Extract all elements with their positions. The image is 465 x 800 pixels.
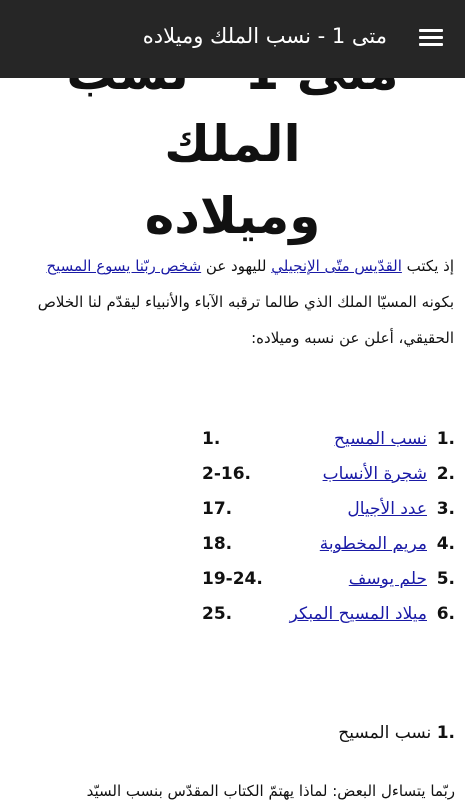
toc-item-verse-ref: 1.	[202, 429, 221, 449]
toc-item-number: 4.	[436, 534, 455, 554]
toc-item	[10, 597, 455, 632]
toc-item-link[interactable]: نسب المسيح	[334, 429, 427, 449]
toc-item-link[interactable]: ميلاد المسيح المبكر	[289, 604, 427, 624]
toc-item-number: 6.	[436, 604, 455, 624]
page-heading-line2: وميلاده	[144, 187, 321, 245]
toc-item-number: 1.	[436, 429, 455, 449]
toc-item-link[interactable]: مريم المخطوبة	[319, 534, 427, 554]
app-bar	[0, 0, 465, 78]
toc-item-link[interactable]: شجرة الأنساب	[322, 464, 427, 484]
intro-text-3: بكونه المسيّا الملك الذي طالما ترقبه الآباء والأنبياء ليقدّم لنا الخلاص الحقيقي، أعلن عن نسبه وميلاده:	[37, 293, 454, 347]
toc-item-verse-ref: 17.	[202, 499, 233, 519]
hamburger-menu-icon[interactable]	[419, 29, 443, 51]
toc-item-number: 2.	[436, 464, 455, 484]
toc-item-link[interactable]: حلم يوسف	[348, 569, 427, 589]
table-of-contents	[10, 422, 455, 632]
app-bar-title: متى 1 - نسب الملك وميلاده	[142, 24, 387, 48]
person-of-christ-link[interactable]: شخص ربّنا يسوع المسيح	[46, 257, 202, 275]
toc-item	[10, 492, 455, 527]
toc-item-verse-ref: 18.	[202, 534, 233, 554]
section-heading	[338, 723, 455, 743]
intro-text-1: إذ يكتب	[401, 257, 454, 275]
toc-item	[10, 562, 455, 597]
saint-matthew-link[interactable]: القدّيس متّى الإنجيلي	[271, 257, 402, 275]
toc-item-number: 3.	[436, 499, 455, 519]
toc-item-verse-ref: 2-16.	[202, 464, 251, 484]
section-heading-number: 1.	[436, 723, 455, 743]
page-heading-line1: الملك	[164, 115, 301, 173]
toc-item-verse-ref: 25.	[202, 604, 233, 624]
intro-text-2: لليهود عن	[201, 257, 272, 275]
intro-paragraph	[10, 248, 454, 356]
toc-item	[10, 457, 455, 492]
toc-item	[10, 422, 455, 457]
toc-item-link[interactable]: عدد الأجيال	[347, 499, 427, 519]
section-heading-title: نسب المسيح	[338, 723, 432, 743]
body-text-partial: ربّما يتساءل البعض: لماذا يهتمّ الكتاب المقدّس بنسب السيّد	[86, 782, 455, 800]
toc-item-number: 5.	[436, 569, 455, 589]
toc-item-verse-ref: 19-24.	[202, 569, 263, 589]
toc-item	[10, 527, 455, 562]
